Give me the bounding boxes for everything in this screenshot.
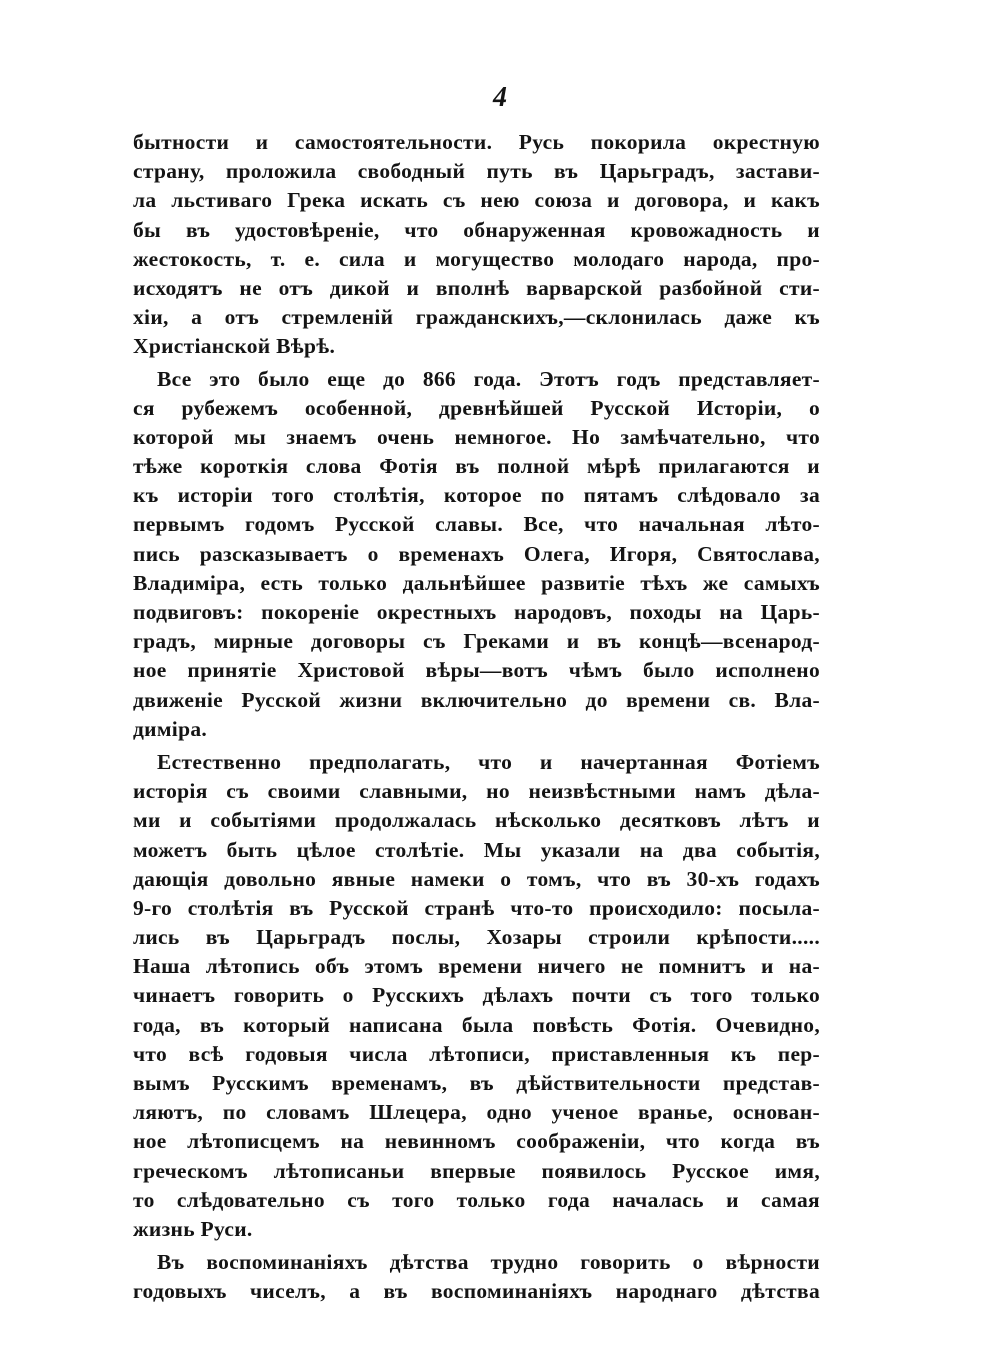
- paragraph-1: [133, 128, 820, 362]
- text-line: Наша лѣтопись объ этомъ времени ничего не помнитъ и на-: [133, 954, 820, 979]
- body-text: [133, 128, 820, 1307]
- text-line: Владиміра, есть только дальнѣйшее развитіе тѣхъ же самыхъ: [133, 570, 820, 595]
- text-line: страну, проложила свободный путь въ Царьградъ, застави-: [133, 159, 820, 184]
- text-line: лись въ Царьградъ послы, Хозары строили крѣпости.....: [133, 925, 820, 950]
- text-line: ся рубежемъ особенной, древнѣйшей Русской Исторіи, о: [133, 395, 820, 420]
- text-line: ное принятіе Христовой вѣры—вотъ чѣмъ было исполнено: [133, 658, 820, 683]
- text-line: жизнь Руси.: [133, 1216, 253, 1241]
- text-line: тѣже короткія слова Фотія въ полной мѣрѣ прилагаются и: [133, 454, 820, 479]
- text-line: къ исторіи того столѣтія, которое по пятамъ слѣдовало за: [133, 483, 820, 508]
- text-line: пись разсказываетъ о временахъ Олега, Игоря, Святослава,: [133, 541, 820, 566]
- text-line: Все это было еще до 866 года. Этотъ годъ представляет-: [157, 366, 820, 391]
- text-line: 9-го столѣтія въ Русской странѣ что-то происходило: посыла-: [133, 895, 820, 920]
- text-line: чинаетъ говорить о Русскихъ дѣлахъ почти съ того только: [133, 983, 820, 1008]
- text-line: вымъ Русскимъ временамъ, въ дѣйствительности представ-: [133, 1071, 820, 1095]
- text-line: Въ воспоминаніяхъ дѣтства трудно говорить о вѣрности: [157, 1250, 820, 1275]
- text-line: ное лѣтописцемъ на невинномъ соображеніи, что когда въ: [133, 1129, 820, 1154]
- text-line: дающія довольно явные намеки о томъ, что въ 30-хъ годахъ: [133, 866, 820, 891]
- text-line: Христіанской Вѣрѣ.: [133, 334, 336, 359]
- text-line: ла льстиваго Грека искать съ нею союза и договора, и какъ: [133, 188, 820, 213]
- text-line: ми и событіями продолжалась нѣсколько десятковъ лѣтъ и: [133, 808, 820, 833]
- text-line: греческомъ лѣтописаньи впервые появилось Русское имя,: [133, 1158, 820, 1183]
- text-line: подвиговъ: покореніе окрестныхъ народовъ, походы на Царь-: [133, 600, 820, 624]
- text-line: бы въ удостовѣреніе, что обнаруженная кровожадность и: [133, 217, 820, 242]
- text-line: диміра.: [133, 716, 208, 741]
- text-line: которой мы знаемъ очень немногое. Но замѣчательно, что: [133, 424, 820, 449]
- text-line: ляютъ, по словамъ Шлецера, одно ученое вранье, основан-: [133, 1100, 820, 1125]
- paragraph-2: [133, 365, 820, 744]
- text-line: бытности и самостоятельности. Русь покорила окрестную: [133, 130, 820, 154]
- paragraph-4: [133, 1248, 820, 1306]
- text-line: годовыхъ чиселъ, а въ воспоминаніяхъ народнаго дѣтства: [133, 1279, 820, 1304]
- text-line: исходятъ не отъ дикой и вполнѣ варварской разбойной сти-: [133, 275, 820, 300]
- text-line: года, въ который написана была повѣсть Фотія. Очевидно,: [133, 1012, 820, 1037]
- paragraph-3: [133, 748, 820, 1244]
- text-line: хіи, а отъ стремленій гражданскихъ,—склонилась даже къ: [133, 305, 820, 330]
- text-line: движеніе Русской жизни включительно до времени св. Вла-: [133, 687, 820, 712]
- text-line: Естественно предполагать, что и начертанная Фотіемъ: [157, 749, 820, 774]
- text-line: градъ, мирные договоры съ Греками и въ концѣ—всенарод-: [133, 629, 820, 654]
- text-line: первымъ годомъ Русской славы. Все, что начальная лѣто-: [133, 512, 820, 537]
- text-line: исторія съ своими славными, но неизвѣстными намъ дѣла-: [133, 779, 820, 804]
- text-line: можетъ быть цѣлое столѣтіе. Мы указали на два событія,: [133, 837, 820, 862]
- text-line: жестокость, т. е. сила и могущество молодаго народа, про-: [133, 246, 820, 271]
- page-number: 4: [493, 82, 507, 113]
- text-line: то слѣдовательно съ того только года началась и самая: [133, 1187, 820, 1212]
- text-line: что всѣ годовыя числа лѣтописи, приставленныя къ пер-: [133, 1041, 820, 1066]
